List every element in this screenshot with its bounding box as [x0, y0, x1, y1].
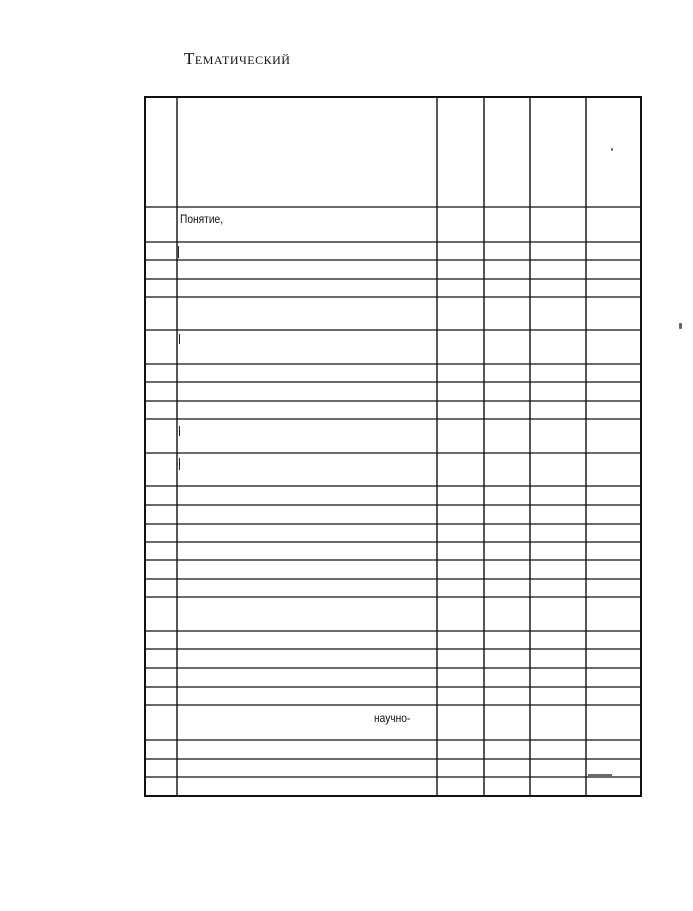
scan-speck — [611, 148, 613, 151]
table-border — [145, 97, 641, 796]
cell-mark — [179, 334, 180, 344]
scan-speck — [679, 323, 682, 329]
cell-mark — [179, 426, 180, 436]
table-cell-text: Понятие, — [180, 212, 224, 226]
table-cell-text: научно- — [374, 711, 411, 725]
cell-mark — [179, 458, 180, 470]
cell-mark — [178, 246, 179, 258]
page-title: Тематический — [184, 49, 291, 68]
